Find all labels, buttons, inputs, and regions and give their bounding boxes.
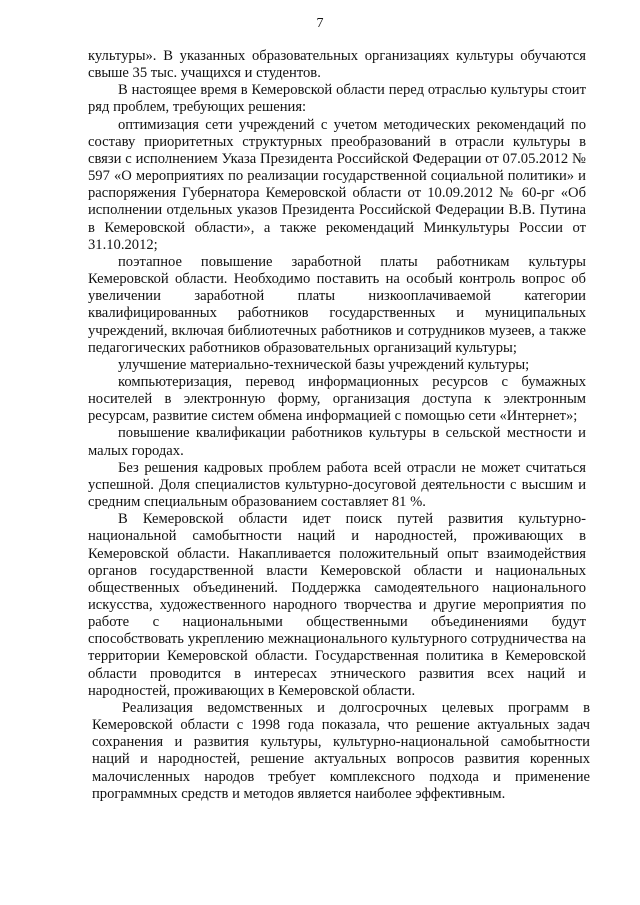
paragraph-10: Реализация ведомственных и долгосрочных целевых программ в Кемеровской области с 1998 года показала, что решение актуальных задач сохранения и развития культуры, культурно-национальной самобытности наций и народностей, решение актуальных вопросов развития коренных малочисленных народов требует комплексного подхода и применение программных средств и методов является наиболее эффективным.	[92, 699, 590, 802]
paragraph-1: культуры». В указанных образовательных организациях культуры обучаются свыше 35 тыс. учащихся и студентов.	[88, 48, 586, 82]
paragraph-3: оптимизация сети учреждений с учетом методических рекомендаций по составу приоритетных структурных преобразований в отрасли культуры в связи с исполнением Указа Президента Российской Федерации от 07.05.2012 № 597 «О мероприятиях по реализации государственной социальной политики» и распоряжения Губернатора Кемеровской области от 10.09.2012 № 60-рг «Об исполнении отдельных указов Президента Российской Федерации В.В. Путина в Кемеровской области», а также рекомендаций Минкультуры России от 31.10.2012;	[88, 116, 586, 253]
paragraph-7: повышение квалификации работников культуры в сельской местности и малых городах.	[88, 425, 586, 459]
page-number: 7	[316, 16, 324, 31]
paragraph-9: В Кемеровской области идет поиск путей развития культурно-национальной самобытности наций и народностей, проживающих в Кемеровской области. Накапливается положительный опыт взаимодействия органов государственной власти Кемеровской области и национальных общественных объединений. Поддержка самодеятельного национального искусства, художественного народного творчества и другие мероприятия по работе с национальными общественными объединениями будут способствовать укреплению межнационального культурного сотрудничества на территории Кемеровской области. Государственная политика в Кемеровской области проводится в интересах этнического развития всех наций и народностей, проживающих в Кемеровской области.	[88, 511, 586, 699]
document-body	[88, 48, 590, 803]
paragraph-8: Без решения кадровых проблем работа всей отрасли не может считаться успешной. Доля специалистов культурно-досуговой деятельности с высшим и средним специальным образованием составляет 81 %.	[88, 459, 586, 511]
paragraph-4: поэтапное повышение заработной платы работникам культуры Кемеровской области. Необходимо поставить на особый контроль вопрос об увеличении заработной платы низкооплачиваемой категории квалифицированных работников государственных и муниципальных учреждений, включая библиотечных работников и сотрудников музеев, а также педагогических работников образовательных организаций культуры;	[88, 253, 586, 356]
paragraph-6: компьютеризация, перевод информационных ресурсов с бумажных носителей в электронную форму, организация доступа к электронным ресурсам, развитие систем обмена информацией с помощью сети «Интернет»;	[88, 373, 586, 425]
paragraph-2: В настоящее время в Кемеровской области перед отраслью культуры стоит ряд проблем, требующих решения:	[88, 82, 586, 116]
paragraph-5: улучшение материально-технической базы учреждений культуры;	[118, 356, 530, 373]
